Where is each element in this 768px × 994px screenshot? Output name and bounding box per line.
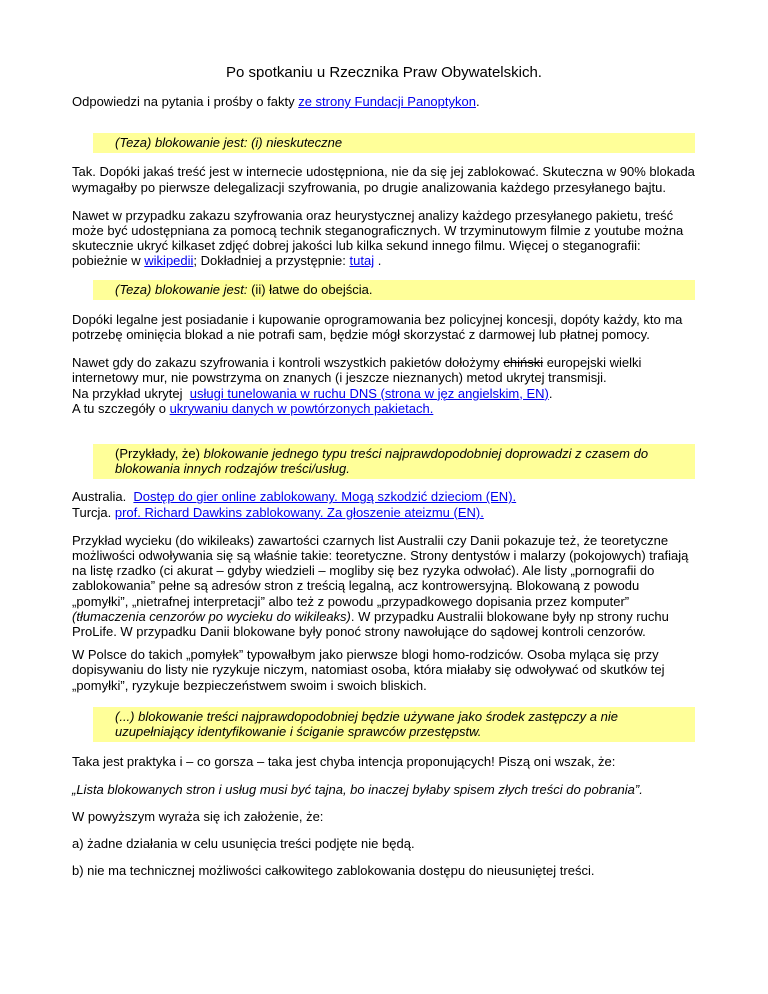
leak-italic-text: (tłumaczenia cenzorów po wycieku do wikileaks)	[72, 608, 351, 624]
paragraph-poland: W Polsce do takich „pomyłek” typowałbym jako pierwsze blogi homo-rodziców. Osoba myląca się przy dopisywaniu do listy nie ryzykuje niczym, natomiast osoba, która miałaby się odwoływać od skutków tej „pomyłki”, ryzykuje bezpieczeństwem swoim i swoich bliskich.	[72, 647, 665, 693]
assumption-item-a: a) żadne działania w celu usunięcia treści podjęte nie będą.	[72, 835, 415, 851]
australia-label: Australia.	[72, 489, 134, 505]
paragraph-assumption: W powyższym wyraża się ich założenie, że:	[72, 808, 324, 824]
dns-line-end: .	[548, 385, 553, 401]
paragraph-leak	[72, 533, 696, 639]
thesis-1-highlight	[93, 133, 695, 153]
examples-heading-highlight	[93, 444, 695, 479]
page-title: Po spotkaniu u Rzecznika Praw Obywatelskich.	[226, 64, 542, 81]
steganography-text-mid: ; Dokładniej a przystępnie:	[193, 253, 350, 269]
conclusion-highlight	[93, 707, 695, 742]
examples-list	[72, 489, 696, 519]
wall-text: Nawet gdy do zakazu szyfrowania i kontroli wszystkich pakietów dołożymy	[72, 355, 504, 371]
australia-games-link[interactable]: Dostęp do gier online zablokowany. Mogą szkodzić dzieciom (EN).	[133, 489, 517, 505]
conclusion-text: (...) blokowanie treści najprawdopodobniej będzie używane jako środek zastępczy a nie uzupełniający identyfikowanie i ściganie sprawców przestępstw.	[115, 708, 618, 740]
blocked-list-quote: „Lista blokowanych stron i usług musi być tajna, bo inaczej byłaby spisem złych treści do pobrania”.	[72, 781, 643, 797]
examples-heading-italic-text: blokowanie jednego typu treści najprawdopodobniej doprowadzi z czasem do blokowania innych rodzajów treści/usług.	[115, 446, 649, 477]
steganography-text: Nawet w przypadku zakazu szyfrowania oraz heurystycznej analizy każdego przesyłanego pakietu, treść może być udostępniana za pomocą technik steganograficznych. W trzyminutowym filmie z youtube można skutecznie ukryć kilkaset zdjęć dobrej jakości lub kilka sekund innego filmu. Więcej o steganografii: pobieżnie w	[72, 207, 684, 269]
dns-tunneling-link[interactable]: usługi tunelowania w ruchu DNS (strona w jęz angielskim, EN)	[189, 385, 549, 401]
intro-text-end: .	[475, 94, 480, 109]
thesis-1-text: (Teza) blokowanie jest: (i) nieskuteczne	[115, 135, 343, 151]
thesis-2-highlight	[93, 280, 695, 300]
strikethrough-chinski: chiński	[503, 355, 544, 371]
turkey-dawkins-link[interactable]: prof. Richard Dawkins zablokowany. Za głoszenie ateizmu (EN).	[114, 504, 484, 520]
leak-text-end: . W przypadku Australii blokowane były np strony ruchu ProLife. W przypadku Danii blokowane były ponoć strony nawołujące do sądowej kontroli cenzorów.	[72, 608, 669, 640]
paragraph-legal: Dopóki legalne jest posiadanie i kupowanie oprogramowania bez policyjnej koncesji, dopóty każdy, kto ma potrzebę ominięcia blokad a nie potrafi sam, będzie mógł skorzystać z darmowej lub płatnej pomocy.	[72, 311, 683, 343]
paragraph-steganography	[72, 208, 696, 269]
packets-line-text: A tu szczegóły o	[72, 400, 170, 416]
duplicated-packets-link[interactable]: ukrywaniu danych w powtórzonych pakietach.	[169, 400, 434, 416]
wall-text-end: europejski wielki internetowy mur, nie powstrzyma on znanych (i jeszcze nieznanych) metod ukrytej transmisji.	[72, 355, 642, 386]
thesis-2-normal-text: (ii) łatwe do obejścia.	[247, 281, 373, 297]
steganography-text-end: .	[374, 253, 382, 269]
paragraph-practice: Taka jest praktyka i – co gorsza – taka jest chyba intencja proponujących! Piszą oni wszak, że:	[72, 754, 616, 770]
assumption-item-b: b) nie ma technicznej możliwości całkowitego zablokowania dostępu do nieusuniętej treści.	[72, 863, 595, 879]
intro-text: Odpowiedzi na pytania i prośby o fakty	[72, 94, 299, 109]
leak-text: Przykład wycieku (do wikileaks) zawartości czarnych list Australii czy Danii pokazuje też, że teoretyczne możliwości odwoływania się są właśnie takie: teoretyczne. Strony dentystów i malarzy (pokojowych) trafiają na listę rzadko (ci akurat – gdyby wiedzieli – mogliby się bez ryzyka odwołać). Ale listy „pornografii do zablokowania” pełne są adresów stron z treścią legalną, acz kontrowersyjną. Blokowaną z powodu „pomyłki”, „nietrafnej interpretacji” albo też z powodu „przypadkowego dopisania przez komputer”	[72, 532, 689, 609]
intro-paragraph	[72, 94, 696, 109]
tutaj-link[interactable]: tutaj	[349, 253, 375, 269]
turkey-label: Turcja.	[72, 504, 115, 520]
paragraph-effectiveness: Tak. Dopóki jakaś treść jest w internecie udostępniona, nie da się jej zablokować. Skuteczna w 90% blokada wymagałby po pierwsze delegalizacji szyfrowania, po drugie analizowania każdego przesyłanego bajtu.	[72, 164, 695, 195]
dns-line-text: Na przykład ukrytej	[72, 385, 190, 401]
panoptykon-link[interactable]: ze strony Fundacji Panoptykon	[298, 94, 476, 109]
wikipedia-link[interactable]: wikipedii	[144, 253, 194, 269]
examples-heading-normal-text: (Przykłady, że)	[115, 446, 204, 462]
paragraph-wall	[72, 355, 696, 416]
thesis-2-italic-text: (Teza) blokowanie jest:	[115, 281, 248, 297]
